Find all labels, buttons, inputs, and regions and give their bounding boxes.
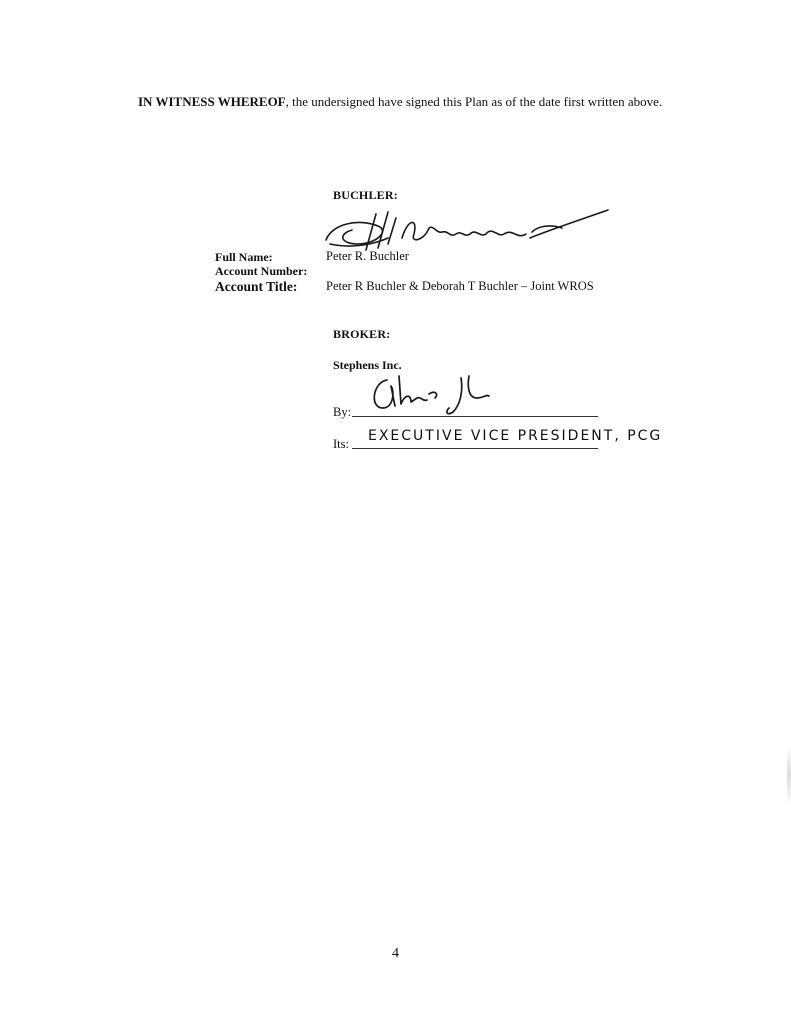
its-line — [352, 448, 598, 449]
broker-signature — [365, 372, 495, 418]
full-name-value: Peter R. Buchler — [326, 249, 409, 263]
broker-heading: BROKER: — [333, 327, 391, 341]
buchler-heading: BUCHLER: — [333, 188, 398, 202]
page-number: 4 — [392, 946, 399, 961]
account-title-label: Account Title: — [215, 279, 298, 294]
witness-text: , the undersigned have signed this Plan as of the date first written above. — [285, 94, 663, 109]
scan-edge-shadow — [787, 745, 791, 805]
witness-lead: IN WITNESS WHEREOF — [138, 94, 286, 109]
full-name-label: Full Name: — [215, 250, 273, 264]
by-label: By: — [333, 405, 352, 419]
broker-company: Stephens Inc. — [333, 358, 402, 372]
its-value: EXECUTIVE VICE PRESIDENT, PCG — [368, 428, 663, 444]
account-number-label: Account Number: — [215, 264, 308, 278]
witness-paragraph — [80, 92, 720, 111]
account-title-value: Peter R Buchler & Deborah T Buchler – Joint WROS — [326, 279, 594, 293]
by-signature-line — [352, 416, 598, 417]
its-label: Its: — [333, 437, 349, 451]
